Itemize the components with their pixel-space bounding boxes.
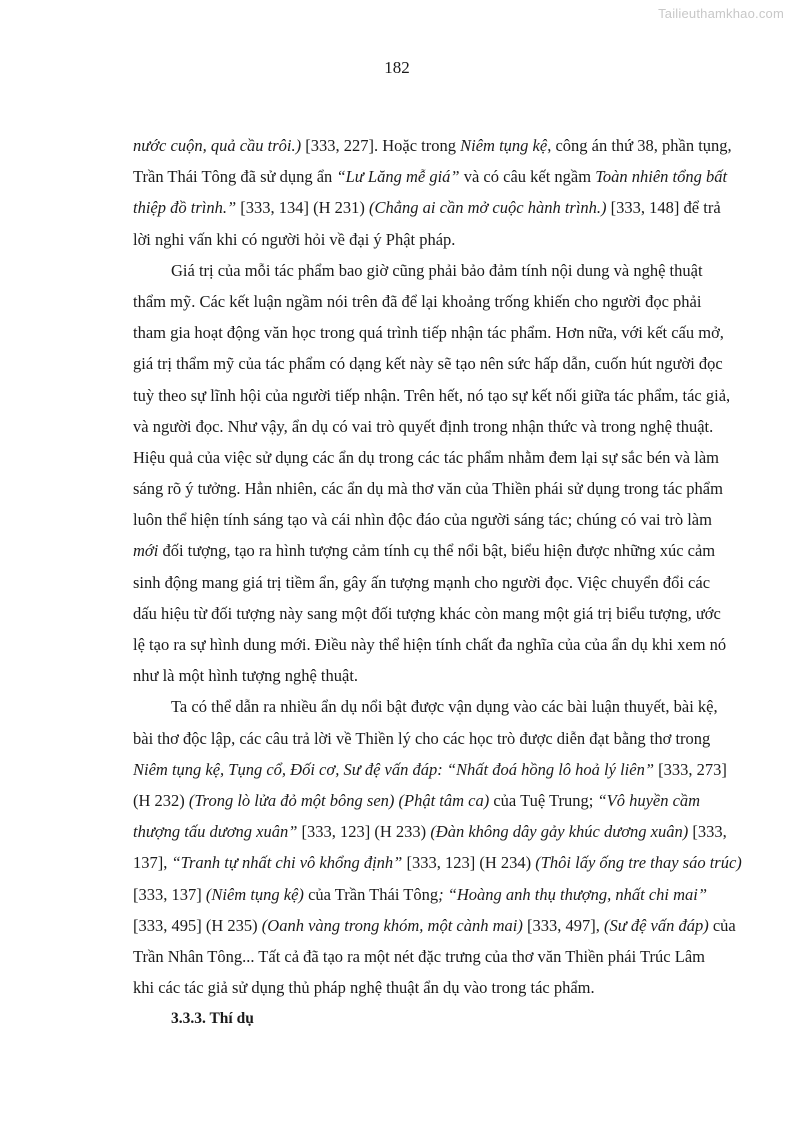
text-segment: [333, 148] để trả [606,198,721,218]
page-body [133,130,742,1034]
text-segment: [333, 495] (H 235) [133,915,262,935]
text-segment: Ta có thể dẫn ra nhiều ẩn dụ nổi bật được vận dụng vào các bài luận thuyết, bài kệ, [171,697,718,717]
text-segment: [333, 123] (H 234) [402,853,536,873]
text-segment: Giá trị của mỗi tác phẩm bao giờ cũng phải bảo đảm tính nội dung và nghệ thuật [171,260,703,280]
text-segment: đối tượng, tạo ra hình tượng cảm tính cụ thể nổi bật, biểu hiện được những xúc cảm [158,541,716,561]
text-line [133,442,719,473]
text-line [133,348,723,379]
text-line [133,286,702,317]
text-segment: [333, 273] [654,759,727,779]
text-segment: 137], [133,853,172,873]
text-segment: Trần Thái Tông đã sử dụng ẩn [133,167,337,187]
italic-text: ; “Hoàng anh thụ thượng, nhất chi mai” [438,884,708,904]
text-segment: lệ tạo ra sự hình dung mới. Điều này thể hiện tính chất đa nghĩa của của ẩn dụ khi xem nó [133,635,727,654]
italic-text: (Trong lò lửa đỏ một bông sen) (Phật tâm ca) [188,790,490,810]
text-line [133,380,731,411]
text-segment: và có câu kết ngầm [459,167,596,187]
text-line [133,723,711,754]
text-segment: [333, 497], [522,915,604,935]
text-segment: [333, [688,822,727,842]
text-line [133,816,727,847]
page-number: 182 [384,58,410,77]
italic-text: thượng tấu dương xuân” [133,822,298,842]
text-segment: tuỳ theo sự lĩnh hội của người tiếp nhận. Trên hết, nó tạo sự kết nối giữa tác phẩm, tác giả, [133,385,731,405]
text-segment: khi các tác giả sử dụng thủ pháp nghệ thuật ẩn dụ vào trong tác phẩm. [133,978,595,998]
text-line [133,785,701,816]
text-segment: của Tuệ Trung; [489,790,598,810]
text-line [133,473,723,504]
italic-text: (Oanh vàng trong khóm, một cành mai) [261,915,523,935]
text-segment: và người đọc. Như vậy, ẩn dụ có vai trò quyết định trong nhận thức và trong nghệ thuật. [133,416,714,436]
text-line [133,411,714,442]
text-line [133,660,693,691]
text-segment: giá trị thẩm mỹ của tác phẩm có dạng kết này sẽ tạo nên sức hấp dẫn, cuốn hút người đọc [133,354,723,374]
italic-text: (Niêm tụng kệ) [205,884,304,904]
italic-text: thiệp đồ trình.” [133,198,237,218]
italic-text: “Vô huyền cầm [597,790,701,810]
text-segment: tham gia hoạt động văn học trong quá trình tiếp nhận tác phẩm. Hơn nữa, với kết cấu mở, [133,323,724,343]
text-line [133,847,742,878]
text-line [133,754,727,785]
text-line [133,535,716,566]
text-line [133,598,721,629]
italic-text: Toàn nhiên tổng bất [595,167,728,187]
italic-text: (Thôi lấy ống tre thay sáo trúc) [535,853,742,873]
section-heading [133,1003,693,1034]
watermark: Tailieuthamkhao.com [658,6,784,21]
text-segment: luôn thể hiện tính sáng tạo và cái nhìn độc đáo của người sáng tác; chúng có vai trò làm [133,510,712,530]
text-line [133,255,703,286]
italic-text: Niêm tụng kệ, Tụng cổ, Đối cơ, Sư đệ vấn đáp: “Nhất đoá hồng lô hoả lý liên” [133,759,655,779]
italic-text: “Tranh tự nhất chi vô khổng định” [171,853,403,873]
italic-text: Niêm tụng kệ [460,136,548,155]
italic-text: mới [133,541,159,561]
text-segment: thẩm mỹ. Các kết luận ngầm nói trên đã để lại khoảng trống khiến cho người đọc phải [133,291,702,311]
text-segment: [333, 134] (H 231) [236,198,370,218]
text-segment: (H 232) [133,790,189,810]
italic-text: (Chẳng ai cần mở cuộc hành trình.) [369,198,607,218]
text-line [133,567,711,598]
text-segment: Hiệu quả của việc sử dụng các ẩn dụ trong các tác phẩm nhằm đem lại sự sắc bén và làm [133,447,719,467]
italic-text: (Đàn không dây gảy khúc dương xuân) [430,822,689,842]
italic-text: nước cuộn, quả cầu trôi.) [133,136,302,155]
text-segment: của Trần Thái Tông [303,884,439,904]
text-segment: 3.3.3. Thí dụ [171,1010,254,1028]
text-segment: bài thơ độc lập, các câu trả lời về Thiền lý cho các học trò được diễn đạt bằng thơ trong [133,728,711,748]
text-line [133,130,732,161]
italic-text: (Sư đệ vấn đáp) [603,915,709,935]
text-line [133,972,693,1003]
text-segment: lời nghi vấn khi có người hỏi về đại ý Phật pháp. [133,229,456,249]
text-segment: Trần Nhân Tông... Tất cả đã tạo ra một nét đặc trưng của thơ văn Thiền phái Trúc Lâm [133,946,705,966]
text-segment: của [708,915,736,935]
text-segment: , công án thứ 38, phần tụng, [547,136,732,155]
text-segment: như là một hình tượng nghệ thuật. [133,666,359,686]
text-line [133,910,736,941]
text-line [133,224,693,255]
text-segment: [333, 137] [133,884,206,904]
text-segment: [333, 123] (H 233) [297,822,431,842]
text-line [133,691,718,722]
italic-text: “Lư Lăng mễ giá” [336,167,460,187]
text-line [133,629,727,660]
text-segment: sáng rõ ý tưởng. Hẳn nhiên, các ẩn dụ mà thơ văn của Thiền phái sử dụng trong tác phẩm [133,479,723,499]
text-line [133,879,708,910]
text-line [133,192,721,223]
text-segment: [333, 227]. Hoặc trong [301,136,461,155]
text-line [133,941,705,972]
text-segment: sinh động mang giá trị tiềm ẩn, gây ấn tượng mạnh cho người đọc. Việc chuyển đổi các [133,572,711,592]
text-line [133,317,724,348]
text-line [133,161,728,192]
text-segment: dấu hiệu từ đối tượng này sang một đối tượng khác còn mang một giá trị biểu tượng, ước [133,603,721,623]
text-line [133,504,712,535]
